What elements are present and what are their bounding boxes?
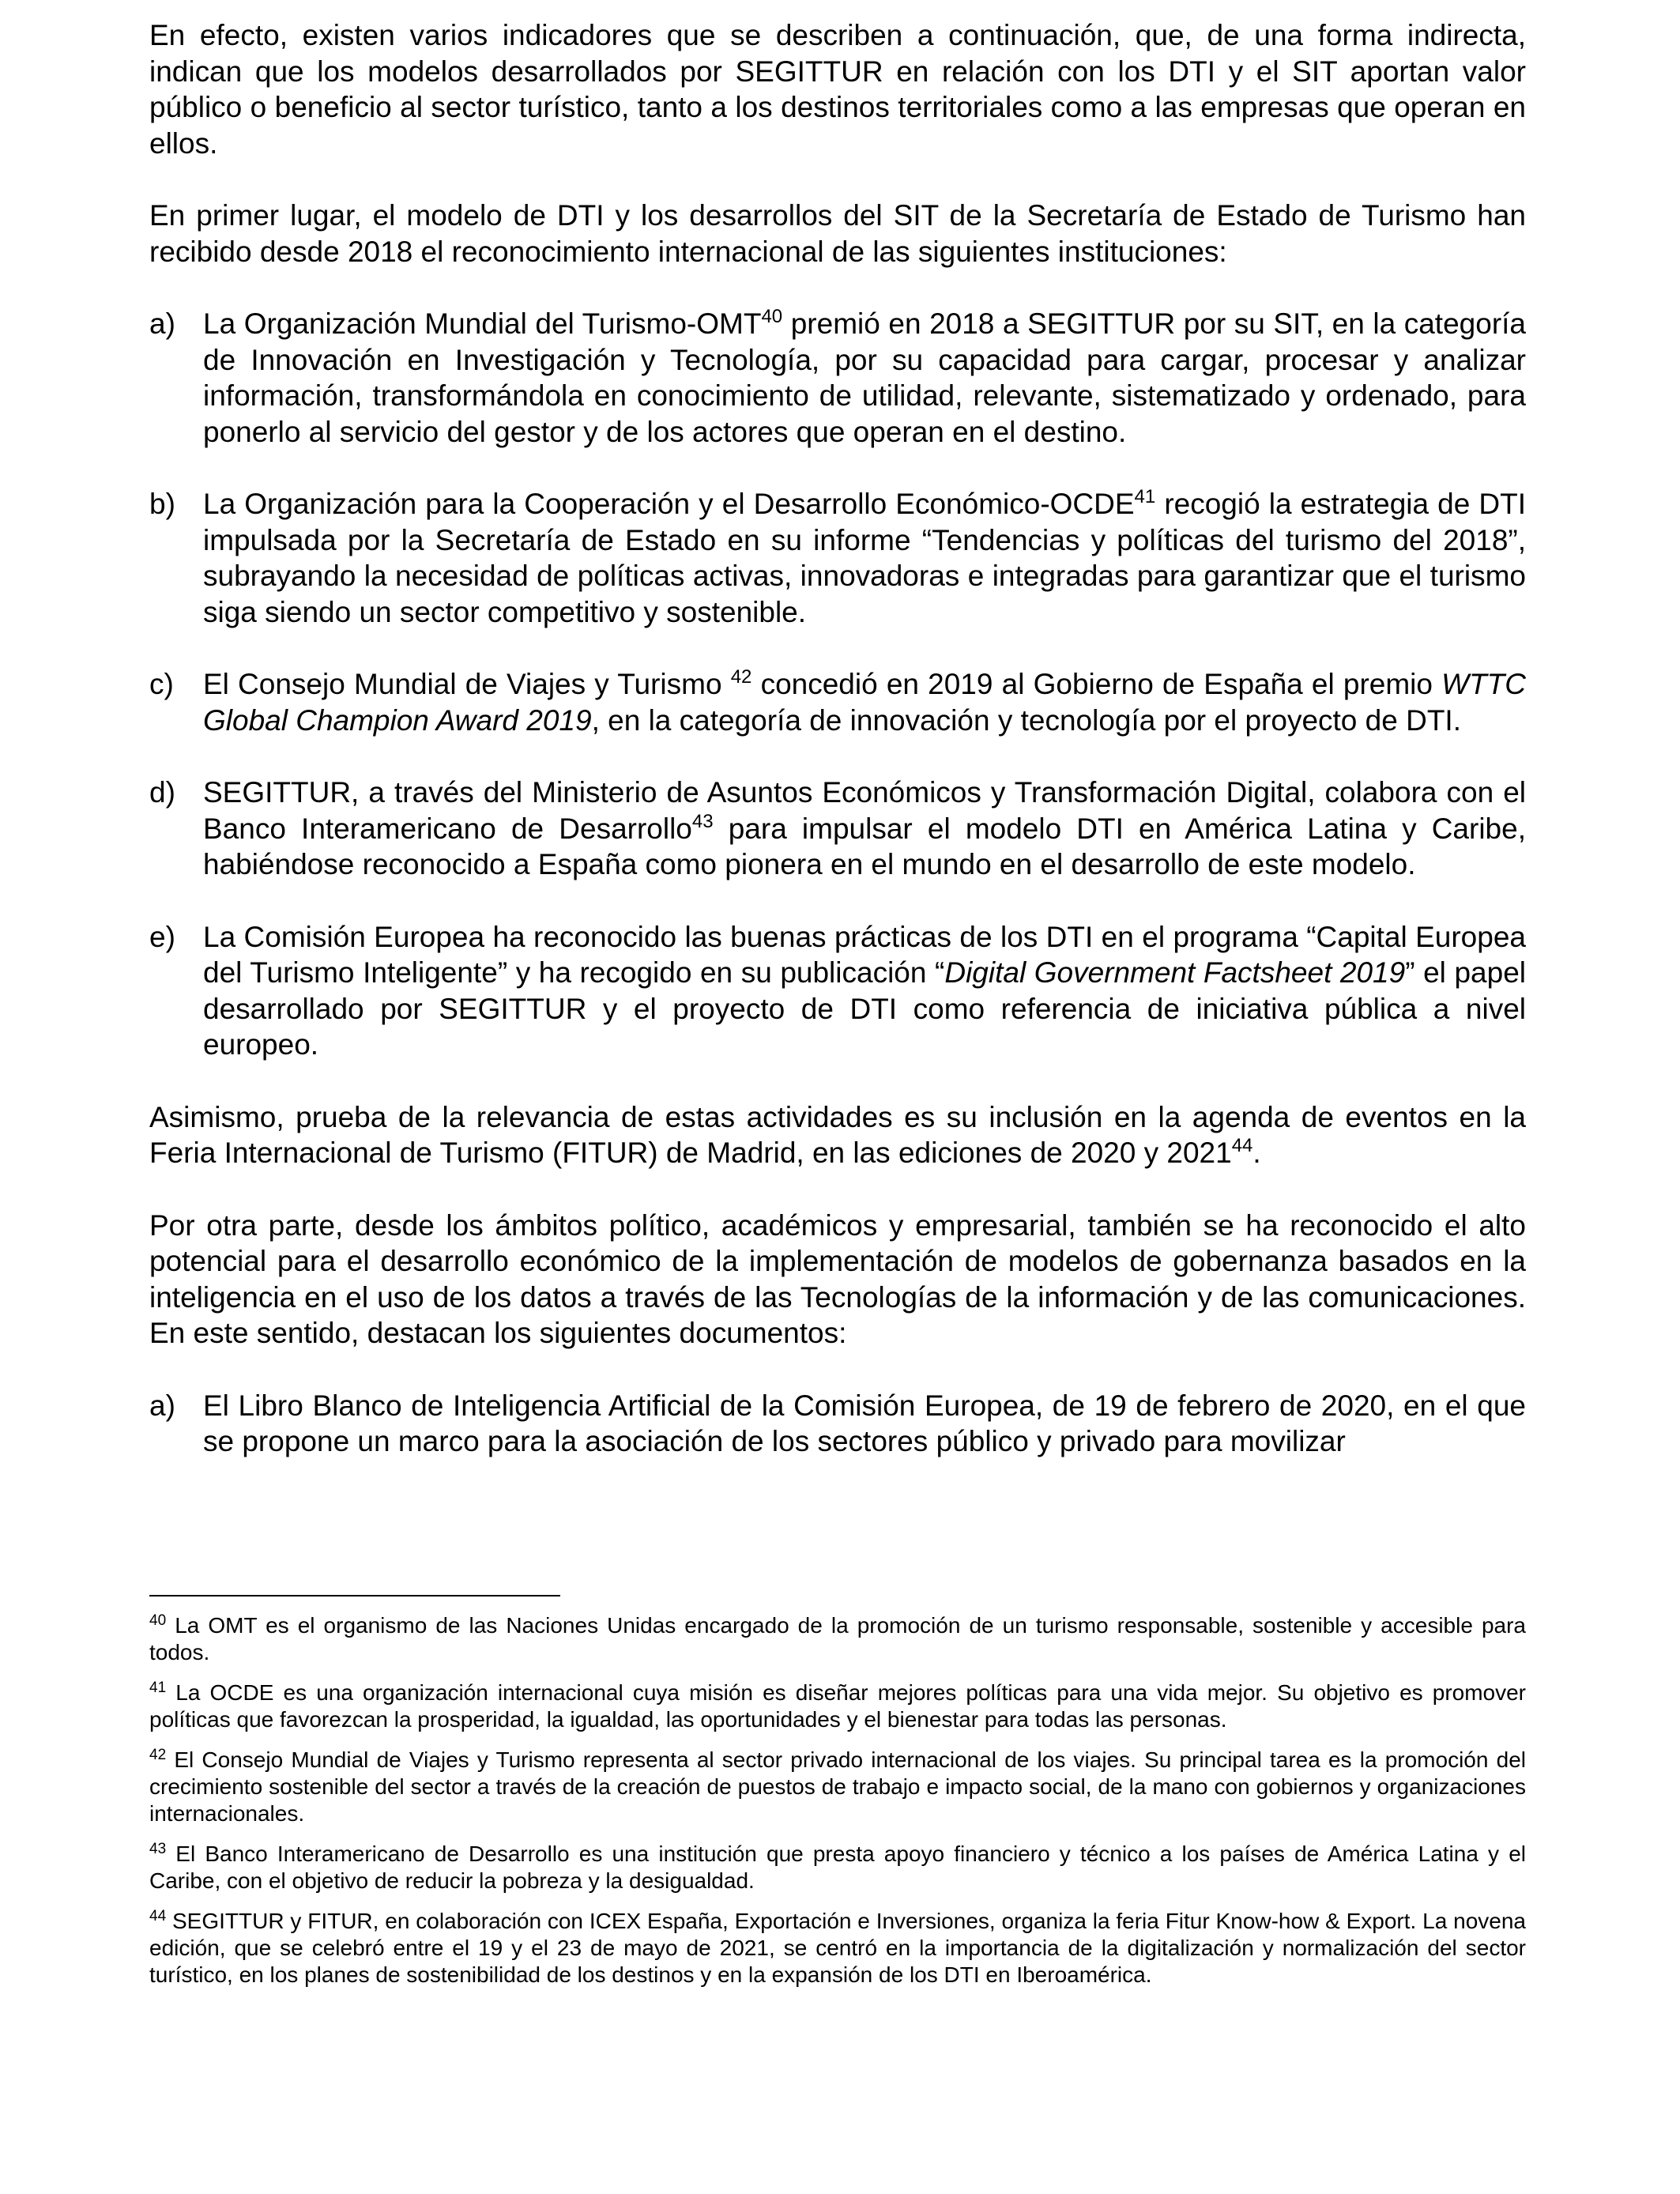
award-title: WTTC Global Champion Award 2019 xyxy=(203,668,1526,737)
list-item-bid xyxy=(149,775,1526,883)
list-item-text: El Libro Blanco de Inteligencia Artificial de la Comisión Europea, de 19 de febrero de 2020, en el que se propone un marco para la asociación de los sectores público y privado para movilizar xyxy=(203,1389,1526,1457)
footnote-40: $^{40}$ La OMT es el organismo de las Naciones Unidas encargado de la promoción de un turismo responsable, sostenible y accesible para todos. xyxy=(149,1612,1526,1664)
footnote-separator xyxy=(149,1595,560,1596)
paragraph-documents: Por otra parte, desde los ámbitos político, académicos y empresarial, también se ha reconocido el alto potencial para el desarrollo económico de la implementación de modelos de gobernanza basados en la inteligencia en el uso de los datos a través de las Tecnologías de la información y de las comunicaciones. En este sentido, destacan los siguientes documentos: xyxy=(149,1208,1526,1349)
list-item-text: El Consejo Mundial de Viajes y Turismo $^{42}$ concedió en 2019 al Gobierno de España el premio WTTC Global Champion Award 2019, en la categoría de innovación y tecnología por el proyecto de DTI. xyxy=(203,666,1526,737)
footnote-ref-42[interactable]: 42 xyxy=(730,666,752,688)
footnotes xyxy=(149,1612,1526,2002)
paragraph-intro: En efecto, existen varios indicadores que se describen a continuación, que, de una forma indirecta, indican que los modelos desarrollados por SEGITTUR en relación con los DTI y el SIT aportan valor público o beneficio al sector turístico, tanto a los destinos territoriales como a las empresas que operan en ellos. xyxy=(149,19,1526,160)
list-marker: a) xyxy=(149,307,175,340)
paragraph-fitur: Asimismo, prueba de la relevancia de estas actividades es su inclusión en la agenda de eventos en la Feria Internacional de Turismo (FITUR) de Madrid, en las ediciones de 2020 y 2021$^{44}$. xyxy=(149,1100,1526,1169)
list-item-text: La Organización para la Cooperación y el Desarrollo Económico-OCDE$^{41}$ recogió la estrategia de DTI impulsada por la Secretaría de Estado en su informe “Tendencias y políticas del turismo del 2018”, subrayando la necesidad de políticas activas, innovadoras e integradas para garantizar que el turismo siga siendo un sector competitivo y sostenible. xyxy=(203,486,1526,628)
paragraph-recognition: En primer lugar, el modelo de DTI y los desarrollos del SIT de la Secretaría de Estado de Turismo han recibido desde 2018 el reconocimiento internacional de las siguientes instituciones: xyxy=(149,199,1526,268)
list-marker: a) xyxy=(149,1389,175,1422)
list-marker: d) xyxy=(149,776,175,809)
footnote-ref-44[interactable]: 44 xyxy=(1231,1135,1253,1156)
list-item-ocde xyxy=(149,486,1526,630)
list-item-wttc xyxy=(149,666,1526,738)
footnote-ref-40[interactable]: 40 xyxy=(761,306,783,327)
footnote-44: $^{44}$ SEGITTUR y FITUR, en colaboración con ICEX España, Exportación e Inversiones, organiza la feria Fitur Know-how & Export. La novena edición, que se celebró entre el 19 y el 23 de mayo de 2021, se centró en la importancia de la digitalización y normalización del sector turístico, en los planes de sostenibilidad de los destinos y en la expansión de los DTI en Iberoamérica. xyxy=(149,1908,1526,1987)
publication-title: Digital Government Factsheet 2019 xyxy=(944,956,1406,989)
footnote-41: $^{41}$ La OCDE es una organización internacional cuya misión es diseñar mejores políticas para una vida mejor. Su objetivo es promover políticas que favorezcan la prosperidad, la igualdad, las oportunidades y el bienestar para todas las personas. xyxy=(149,1679,1527,1732)
footnote-43: $^{43}$ El Banco Interamericano de Desarrollo es una institución que presta apoyo financiero y técnico a los países de América Latina y el Caribe, con el objetivo de reducir la pobreza y la desigualdad. xyxy=(149,1841,1526,1893)
footnote-ref-43[interactable]: 43 xyxy=(691,810,714,832)
page-body xyxy=(149,17,1526,1460)
list-item-text: SEGITTUR, a través del Ministerio de Asuntos Económicos y Transformación Digital, colabora con el Banco Interamericano de Desarrollo$^{43}$ para impulsar el modelo DTI en América Latina y Caribe, habiéndose reconocido a España como pionera en el mundo en el desarrollo de este modelo. xyxy=(203,776,1526,880)
list-marker: b) xyxy=(149,488,175,520)
list-item-omt xyxy=(149,306,1526,450)
footnote-ref-41[interactable]: 41 xyxy=(1134,486,1156,507)
list-item-libro-blanco xyxy=(149,1388,1526,1460)
footnote-42: $^{42}$ El Consejo Mundial de Viajes y Turismo representa al sector privado internacional de los viajes. Su principal tarea es la promoción del crecimiento sostenible del sector a través de la creación de puestos de trabajo e impacto social, de la mano con gobiernos y organizaciones internacionales. xyxy=(149,1747,1526,1826)
list-item-comision-europea xyxy=(149,919,1526,1063)
list-item-text: La Comisión Europea ha reconocido las buenas prácticas de los DTI en el programa “Capital Europea del Turismo Inteligente” y ha recogido en su publicación “Digital Government Factsheet 2019” el papel desarrollado por SEGITTUR y el proyecto de DTI como referencia de iniciativa pública a nivel europeo. xyxy=(203,920,1526,1061)
list-marker: c) xyxy=(149,668,174,700)
list-marker: e) xyxy=(149,920,175,953)
list-item-text: La Organización Mundial del Turismo-OMT$^{40}$ premió en 2018 a SEGITTUR por su SIT, en la categoría de Innovación en Investigación y Tecnología, por su capacidad para cargar, procesar y analizar información, transformándola en conocimiento de utilidad, relevante, sistematizado y ordenado, para ponerlo al servicio del gestor y de los actores que operan en el destino. xyxy=(203,306,1526,448)
